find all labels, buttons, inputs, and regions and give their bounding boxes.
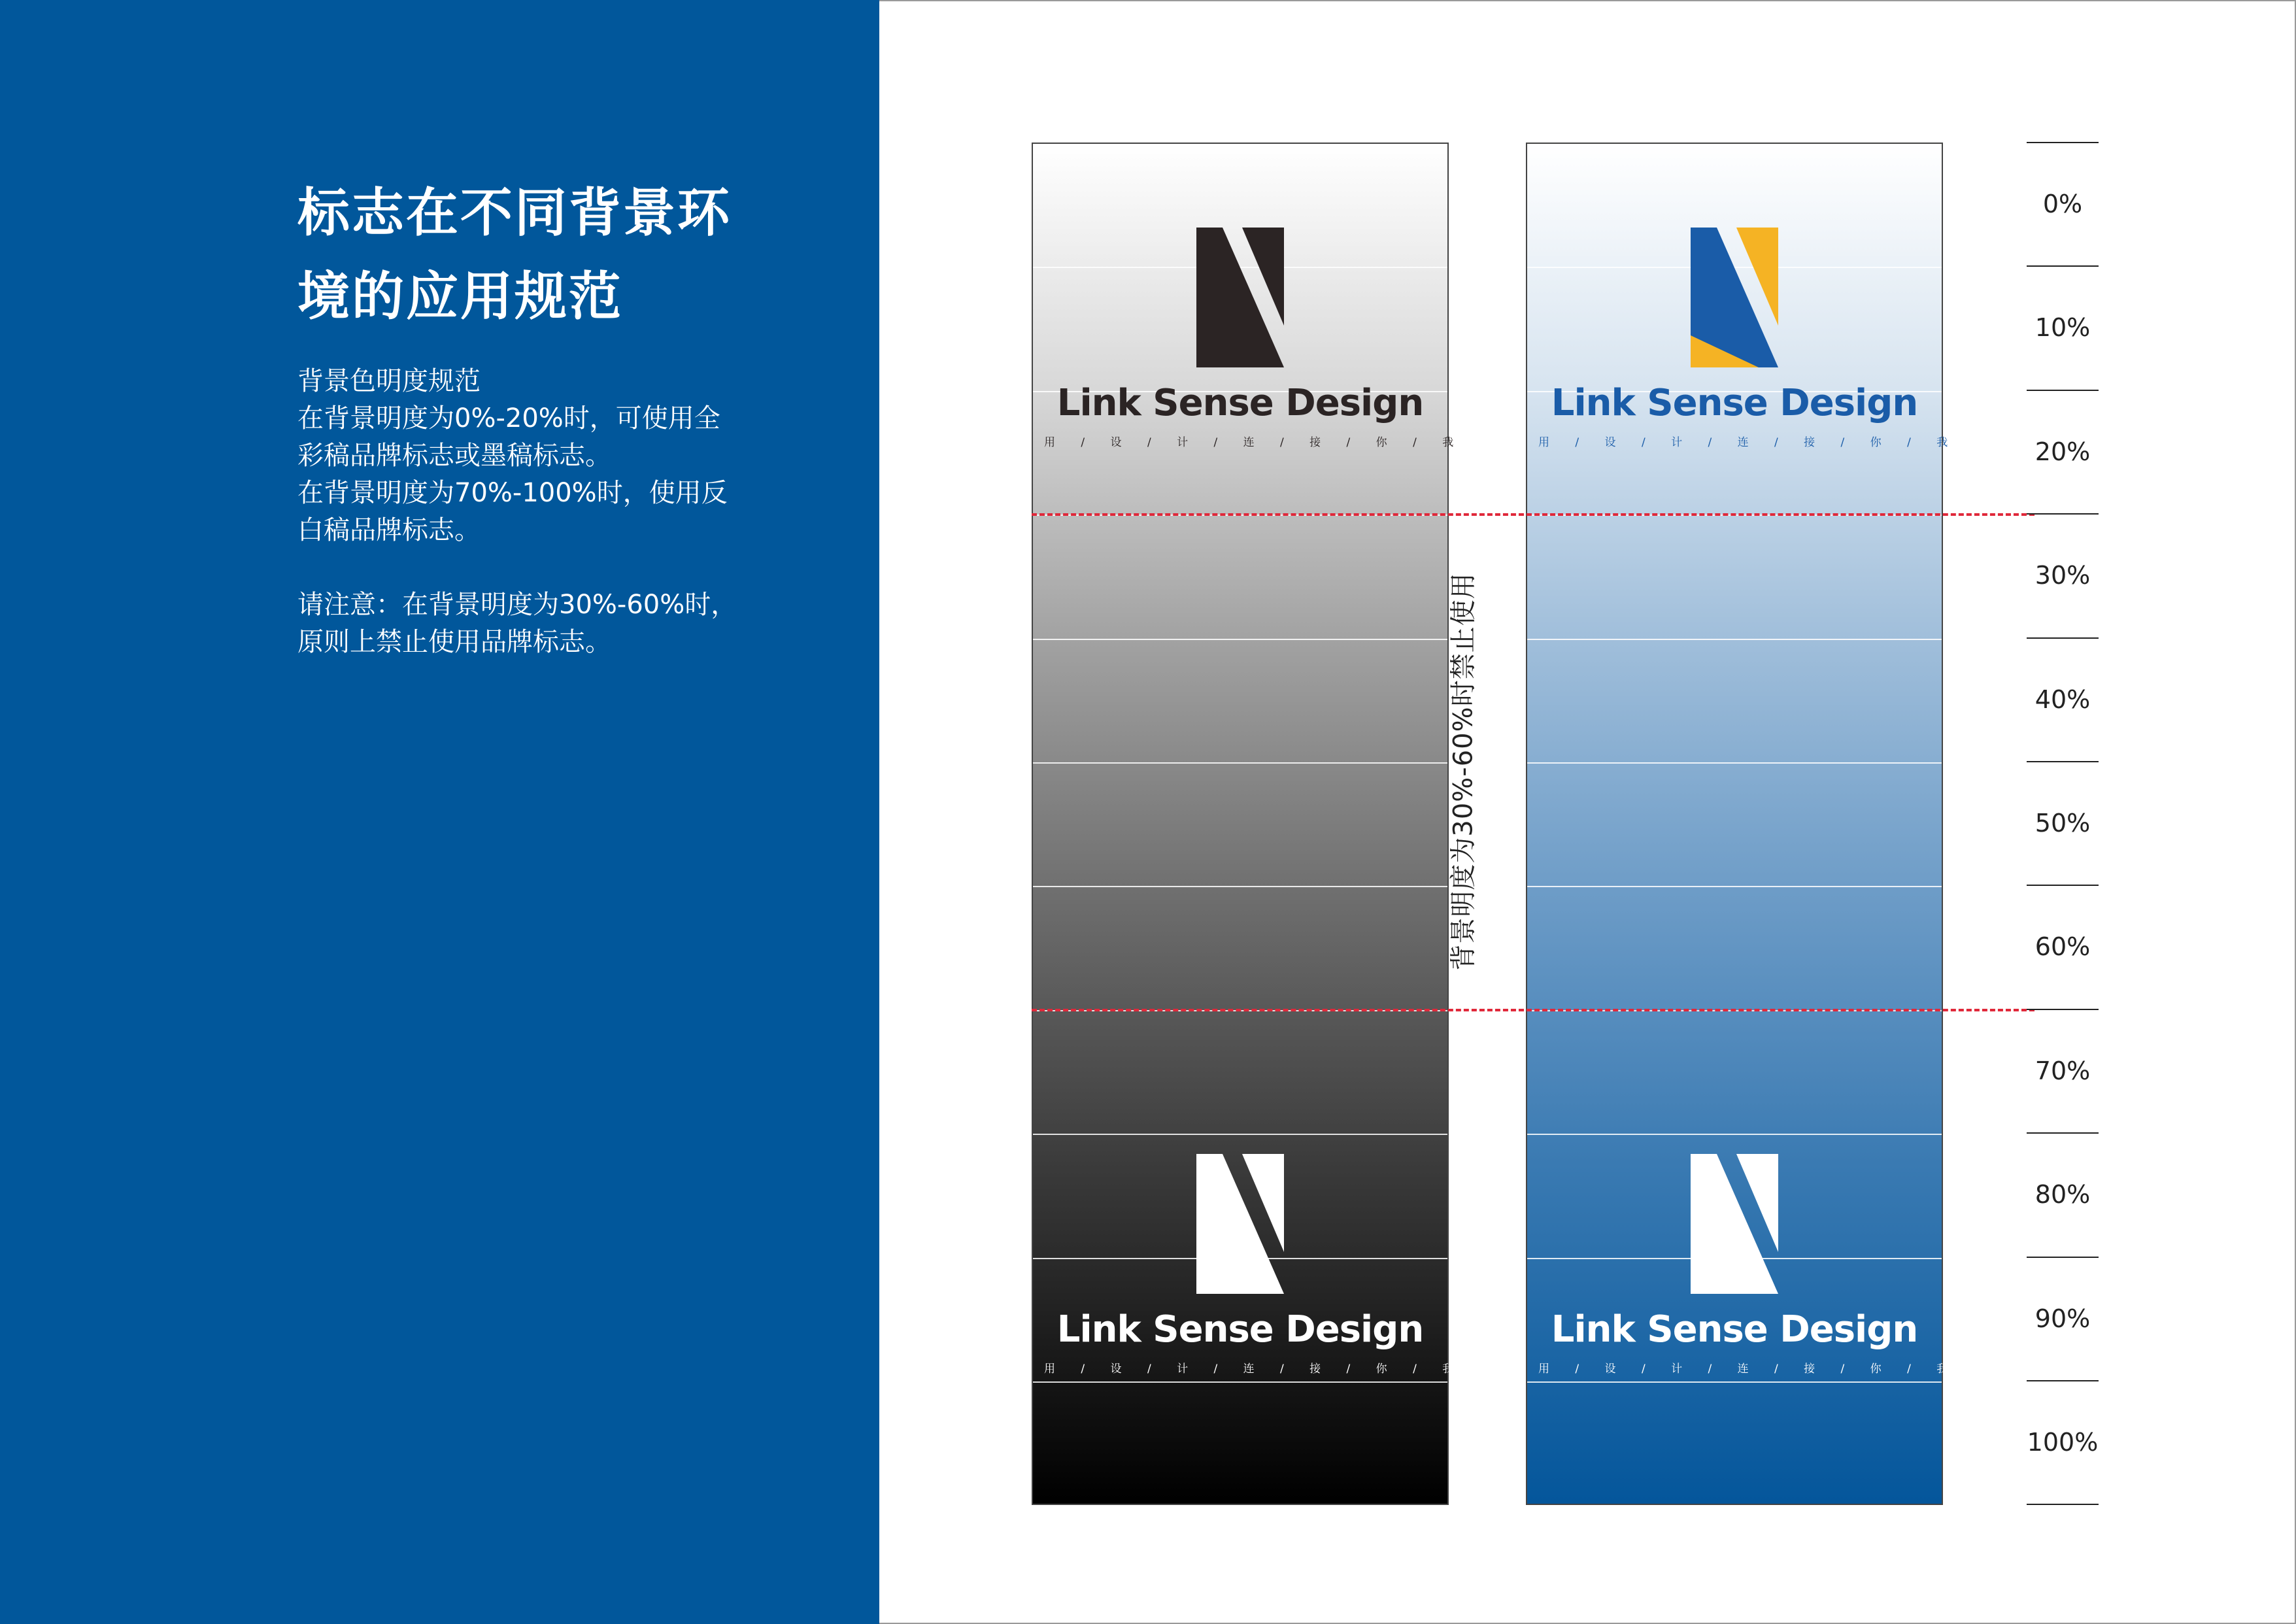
logo-tagline: 用 / 设 / 计 / 连 / 接 / 你 / 我 (1044, 436, 1465, 449)
logo-tagline: 用 / 设 / 计 / 连 / 接 / 你 / 我 (1538, 1362, 1959, 1376)
band-divider (1527, 1381, 1942, 1383)
scale-tick (2027, 1504, 2099, 1505)
blue-background-strip (1526, 143, 1959, 1505)
scale-tick (2027, 1009, 2099, 1010)
logo-ink-version (1033, 228, 1465, 452)
logo-wordmark: Link Sense Design (1056, 382, 1424, 424)
band-divider (1033, 762, 1447, 764)
logo-full-color (1527, 228, 1959, 452)
scale-label: 70% (2034, 1057, 2091, 1085)
logo-mark-icon (1691, 1154, 1778, 1294)
restricted-zone-top-line (1032, 513, 2034, 516)
logo-wordmark: Link Sense Design (1551, 382, 1918, 424)
paragraph-gap (297, 549, 794, 586)
title-line-2: 境的应用规范 (297, 266, 623, 327)
desc-line: 在背景明度为0%-20%时，可使用全 (297, 403, 720, 433)
left-info-panel (0, 0, 879, 1624)
band-divider (1033, 639, 1447, 640)
scale-tick (2027, 265, 2099, 267)
band-divider (1527, 1134, 1942, 1135)
scale-tick (2027, 885, 2099, 886)
desc-line: 背景色明度规范 (297, 366, 481, 396)
scale-tick (2027, 142, 2099, 143)
scale-tick (2027, 1132, 2099, 1134)
scale-label: 40% (2034, 685, 2091, 714)
scale-tick (2027, 1257, 2099, 1258)
logo-tagline: 用 / 设 / 计 / 连 / 接 / 你 / 我 (1044, 1362, 1465, 1376)
notice-line: 请注意：在背景明度为30%-60%时， (297, 590, 737, 620)
scale-label: 20% (2034, 437, 2091, 466)
band-divider (1033, 1381, 1447, 1383)
scale-tick (2027, 637, 2099, 639)
scale-label: 50% (2034, 809, 2091, 837)
logo-tagline: 用 / 设 / 计 / 连 / 接 / 你 / 我 (1538, 436, 1959, 449)
title-line-1: 标志在不同背景环 (297, 182, 732, 243)
scale-tick (2027, 390, 2099, 391)
desc-line: 白稿品牌标志。 (297, 515, 481, 545)
scale-label: 100% (2027, 1428, 2099, 1457)
band-divider (1527, 762, 1942, 764)
desc-line: 在背景明度为70%-100%时，使用反 (297, 478, 728, 508)
page-title (297, 171, 794, 339)
scale-label: 10% (2034, 313, 2091, 342)
scale-tick (2027, 1380, 2099, 1381)
logo-reverse-white (1033, 1154, 1465, 1379)
logo-reverse-white (1527, 1154, 1959, 1379)
restricted-zone-bottom-line (1032, 1009, 2034, 1011)
notice-line: 原则上禁止使用品牌标志。 (297, 627, 611, 657)
usage-description (297, 363, 794, 661)
band-divider (1033, 1134, 1447, 1135)
scale-tick (2027, 513, 2099, 515)
logo-mark-icon (1196, 1154, 1284, 1294)
desc-line: 彩稿品牌标志或墨稿标志。 (297, 441, 611, 471)
scale-label: 80% (2034, 1180, 2091, 1209)
restricted-zone-note: 背景明度为30%-60%时禁止使用 (1448, 572, 1479, 971)
scale-label: 60% (2034, 932, 2091, 961)
scale-label: 90% (2034, 1304, 2091, 1333)
logo-mark-icon (1691, 228, 1778, 367)
logo-wordmark: Link Sense Design (1551, 1308, 1918, 1351)
band-divider (1033, 886, 1447, 887)
band-divider (1527, 886, 1942, 887)
logo-wordmark: Link Sense Design (1056, 1308, 1424, 1351)
scale-tick (2027, 761, 2099, 762)
scale-label: 30% (2034, 561, 2091, 590)
band-divider (1527, 639, 1942, 640)
scale-label: 0% (2042, 190, 2083, 218)
logo-mark-icon (1196, 228, 1284, 367)
